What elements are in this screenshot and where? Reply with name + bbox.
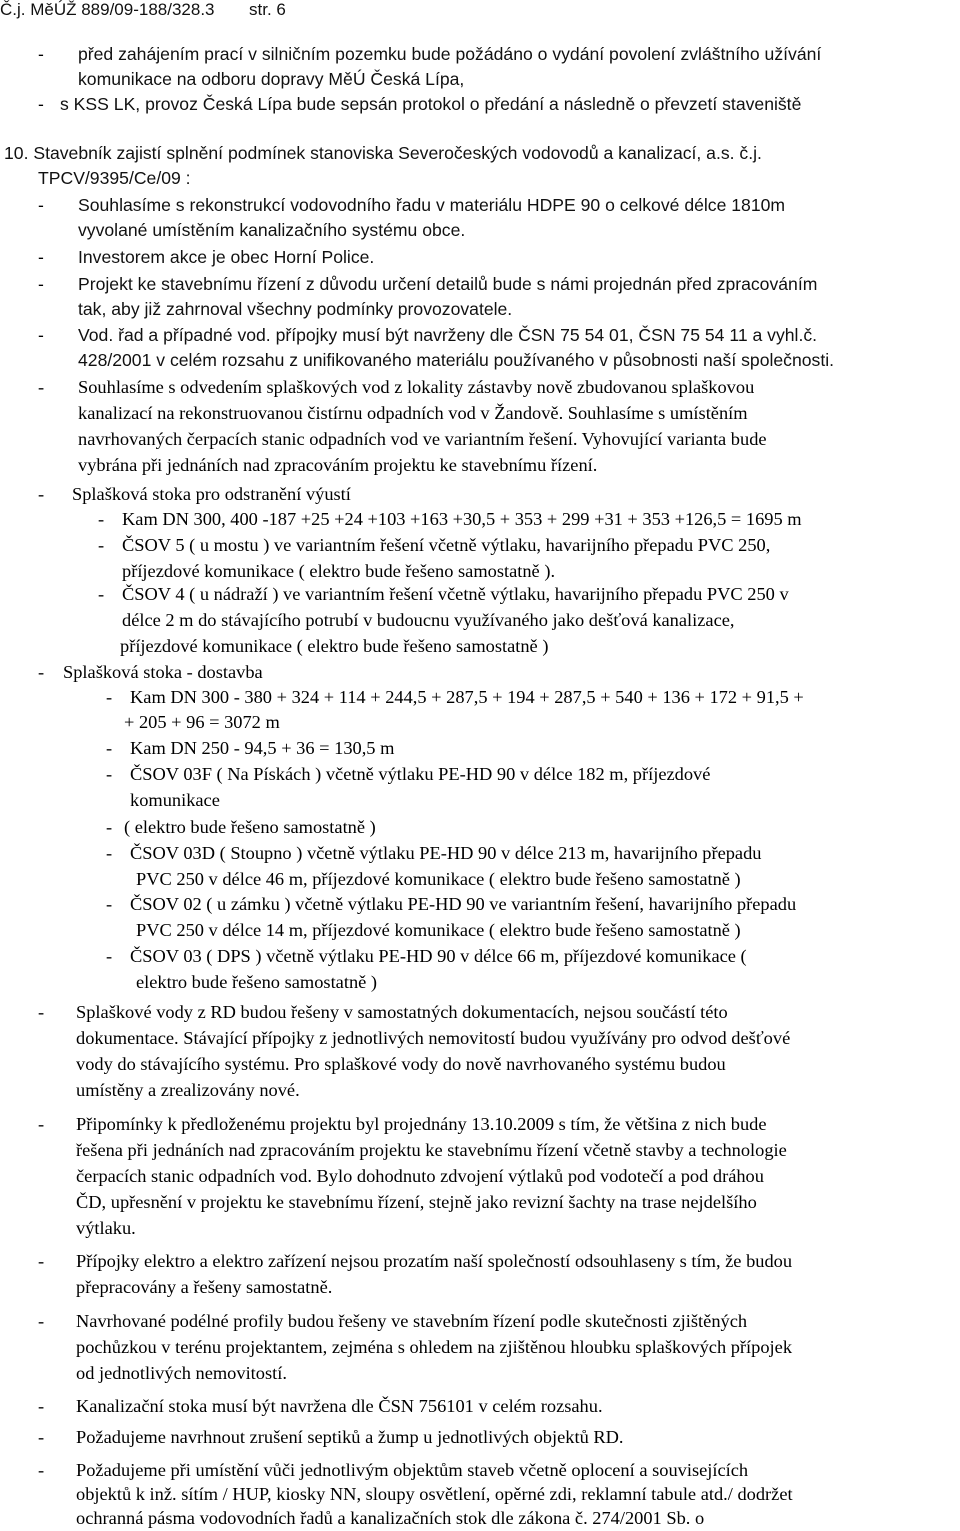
text-line: před zahájením prací v silničním pozemku bude požádáno o vydání povolení zvláštního užívání — [78, 44, 822, 64]
dash: - — [106, 738, 113, 758]
document-reference: Č.j. MěÚŽ 889/09-188/328.3 — [0, 0, 215, 19]
text-line: ČSOV 02 ( u zámku ) včetně výtlaku PE-HD 90 ve variantním řešení, havarijního přepadu — [130, 894, 797, 914]
text-line: řešena při jednáních nad zpracováním projektu ke stavebnímu řízení včetně stavby a technologie — [76, 1140, 787, 1160]
dash: - — [38, 195, 44, 215]
dash: - — [38, 377, 45, 397]
dash: - — [38, 1311, 45, 1331]
text-line: 428/2001 v celém rozsahu z unifikovaného materiálu používaného v působnosti naší společnosti. — [78, 350, 835, 370]
text-line: Kam DN 250 - 94,5 + 36 = 130,5 m — [130, 738, 395, 758]
text-line: komunikace — [130, 790, 220, 810]
text-line: Navrhované podélné profily budou řešeny ve stavebním řízení podle skutečnosti zjištěných — [76, 1311, 748, 1331]
text-line: Požadujeme navrhnout zrušení septiků a žump u jednotlivých objektů RD. — [76, 1427, 624, 1447]
text-line: dokumentace. Stávající přípojky z jednotlivých nemovitostí budou využívány pro odvod dešťové — [76, 1028, 791, 1048]
dash: - — [106, 946, 113, 966]
text-line: Vod. řad a případné vod. přípojky musí být navrženy dle ČSN 75 54 01, ČSN 75 54 11 a vyhl.č. — [78, 325, 818, 345]
text-line: Kam DN 300 - 380 + 324 + 114 + 244,5 + 287,5 + 194 + 287,5 + 540 + 136 + 172 + 91,5 + — [130, 687, 804, 707]
text-line: vyvolané umístěním kanalizačního systému obce. — [78, 220, 466, 240]
text-line: ČSOV 03 ( DPS ) včetně výtlaku PE-HD 90 v délce 66 m, příjezdové komunikace ( — [130, 946, 747, 966]
dash: - — [106, 817, 113, 837]
text-line: ČD, upřesnění v projektu ke stavebnímu řízení, stejně jako revizní šachty na trase nejdelšího — [76, 1192, 757, 1212]
dash: - — [38, 1396, 45, 1416]
text-line: pochůzkou v terénu projektantem, zejména s ohledem na zjištěnou hloubku splaškových přípojek — [76, 1337, 793, 1357]
dash: - — [98, 535, 105, 555]
text-line: ČSOV 03F ( Na Pískách ) včetně výtlaku PE-HD 90 v délce 182 m, příjezdové — [130, 764, 711, 784]
text-line: délce 2 m do stávajícího potrubí v budoucnu využívaného jako dešťová kanalizace, — [122, 610, 735, 630]
text-line: vybrána při jednáních nad zpracováním projektu ke stavebnímu řízení. — [78, 455, 598, 475]
text-line: kanalizací na rekonstruovanou čistírnu odpadních vod v Žandově. Souhlasíme s umístěním — [78, 403, 748, 423]
dash: - — [106, 894, 113, 914]
text-line: s KSS LK, provoz Česká Lípa bude sepsán protokol o předání a následně o převzetí staveniště — [60, 94, 802, 114]
text-line: Kam DN 300, 400 -187 +25 +24 +103 +163 +30,5 + 353 + 299 +31 + 353 +126,5 = 1695 m — [122, 509, 802, 529]
text-line: Projekt ke stavebnímu řízení z důvodu určení detailů bude s námi projednán před zpracováním — [78, 274, 818, 294]
text-line: PVC 250 v délce 14 m, příjezdové komunikace ( elektro bude řešeno samostatně ) — [136, 920, 741, 940]
text-line: výtlaku. — [76, 1218, 136, 1238]
text-line: vody do stávajícího systému. Pro splaškové vody do nově navrhovaného systému budou — [76, 1054, 726, 1074]
dash: - — [106, 843, 113, 863]
text-line: umístěny a zrealizovány nové. — [76, 1080, 300, 1100]
text-line: ČSOV 03D ( Stoupno ) včetně výtlaku PE-HD 90 v délce 213 m, havarijního přepadu — [130, 843, 762, 863]
dash: - — [38, 662, 45, 682]
dash: - — [106, 687, 113, 707]
text-line: čerpacích stanic odpadních vod. Bylo dohodnuto zdvojení výtlaků pod vodotečí a pod dráhou — [76, 1166, 764, 1186]
text-line: Splaškové vody z RD budou řešeny v samostatných dokumentacích, nejsou součástí této — [76, 1002, 728, 1022]
section-title: Splašková stoka pro odstranění výustí — [72, 484, 351, 504]
dash: - — [38, 484, 45, 504]
dash: - — [38, 1002, 45, 1022]
condition-title: 10. Stavebník zajistí splnění podmínek stanoviska Severočeských vodovodů a kanalizací, a.s. č.j. — [4, 143, 762, 163]
text-line: tak, aby již zahrnoval všechny podmínky provozovatele. — [78, 299, 513, 319]
dash: - — [38, 1251, 45, 1271]
text-line: PVC 250 v délce 46 m, příjezdové komunikace ( elektro bude řešeno samostatně ) — [136, 869, 741, 889]
dash: - — [38, 1114, 45, 1134]
text-line: příjezdové komunikace ( elektro bude řešeno samostatně ) — [120, 636, 549, 656]
page-number: str. 6 — [249, 0, 286, 19]
dash: - — [106, 764, 113, 784]
text-line: Požadujeme při umístění vůči jednotlivým objektům staveb včetně oplocení a souvisejících — [76, 1460, 749, 1480]
text-line: + 205 + 96 = 3072 m — [124, 712, 280, 732]
dash: - — [38, 1460, 45, 1480]
text-line: komunikace na odboru dopravy MěÚ Česká Lípa, — [78, 69, 465, 89]
section-title: Splašková stoka - dostavba — [63, 662, 263, 682]
text-line: Kanalizační stoka musí být navržena dle ČSN 756101 v celém rozsahu. — [76, 1396, 603, 1416]
text-line: příjezdové komunikace ( elektro bude řešeno samostatně ). — [122, 561, 556, 581]
dash: - — [38, 325, 44, 345]
dash: - — [38, 44, 44, 64]
text-line: Souhlasíme s rekonstrukcí vodovodního řadu v materiálu HDPE 90 o celkové délce 1810m — [78, 195, 786, 215]
text-line: přepracovány a řešeny samostatně. — [76, 1277, 333, 1297]
text-line: objektů k inž. sítím / HUP, kiosky NN, sloupy osvětlení, opěrné zdi, reklamní tabule atd./ dodržet — [76, 1484, 793, 1504]
text-line: ČSOV 4 ( u nádraží ) ve variantním řešení včetně výtlaku, havarijního přepadu PVC 250 v — [122, 584, 789, 604]
text-line: Připomínky k předloženému projektu byl projednány 13.10.2009 s tím, že většina z nich bude — [76, 1114, 767, 1134]
dash: - — [38, 274, 44, 294]
text-line: elektro bude řešeno samostatně ) — [136, 972, 378, 992]
text-line: Přípojky elektro a elektro zařízení nejsou prozatím naší společností odsouhlaseny s tím, že budou — [76, 1251, 793, 1271]
text-line: ČSOV 5 ( u mostu ) ve variantním řešení včetně výtlaku, havarijního přepadu PVC 250, — [122, 535, 771, 555]
dash: - — [98, 509, 105, 529]
text-line: navrhovaných čerpacích stanic odpadních vod ve variantním řešení. Vyhovující varianta bude — [78, 429, 767, 449]
text-line: Souhlasíme s odvedením splaškových vod z lokality zástavby nově zbudovanou splaškovou — [78, 377, 755, 397]
dash: - — [98, 584, 105, 604]
dash: - — [38, 247, 44, 267]
text-line: Investorem akce je obec Horní Police. — [78, 247, 375, 267]
dash: - — [38, 94, 44, 114]
text-line: ( elektro bude řešeno samostatně ) — [124, 817, 376, 837]
text-line: ochranná pásma vodovodních řadů a kanalizačních stok dle zákona č. 274/2001 Sb. o — [76, 1508, 705, 1528]
condition-reference: TPCV/9395/Ce/09 : — [38, 168, 191, 188]
dash: - — [38, 1427, 45, 1447]
text-line: od jednotlivých nemovitostí. — [76, 1363, 287, 1383]
